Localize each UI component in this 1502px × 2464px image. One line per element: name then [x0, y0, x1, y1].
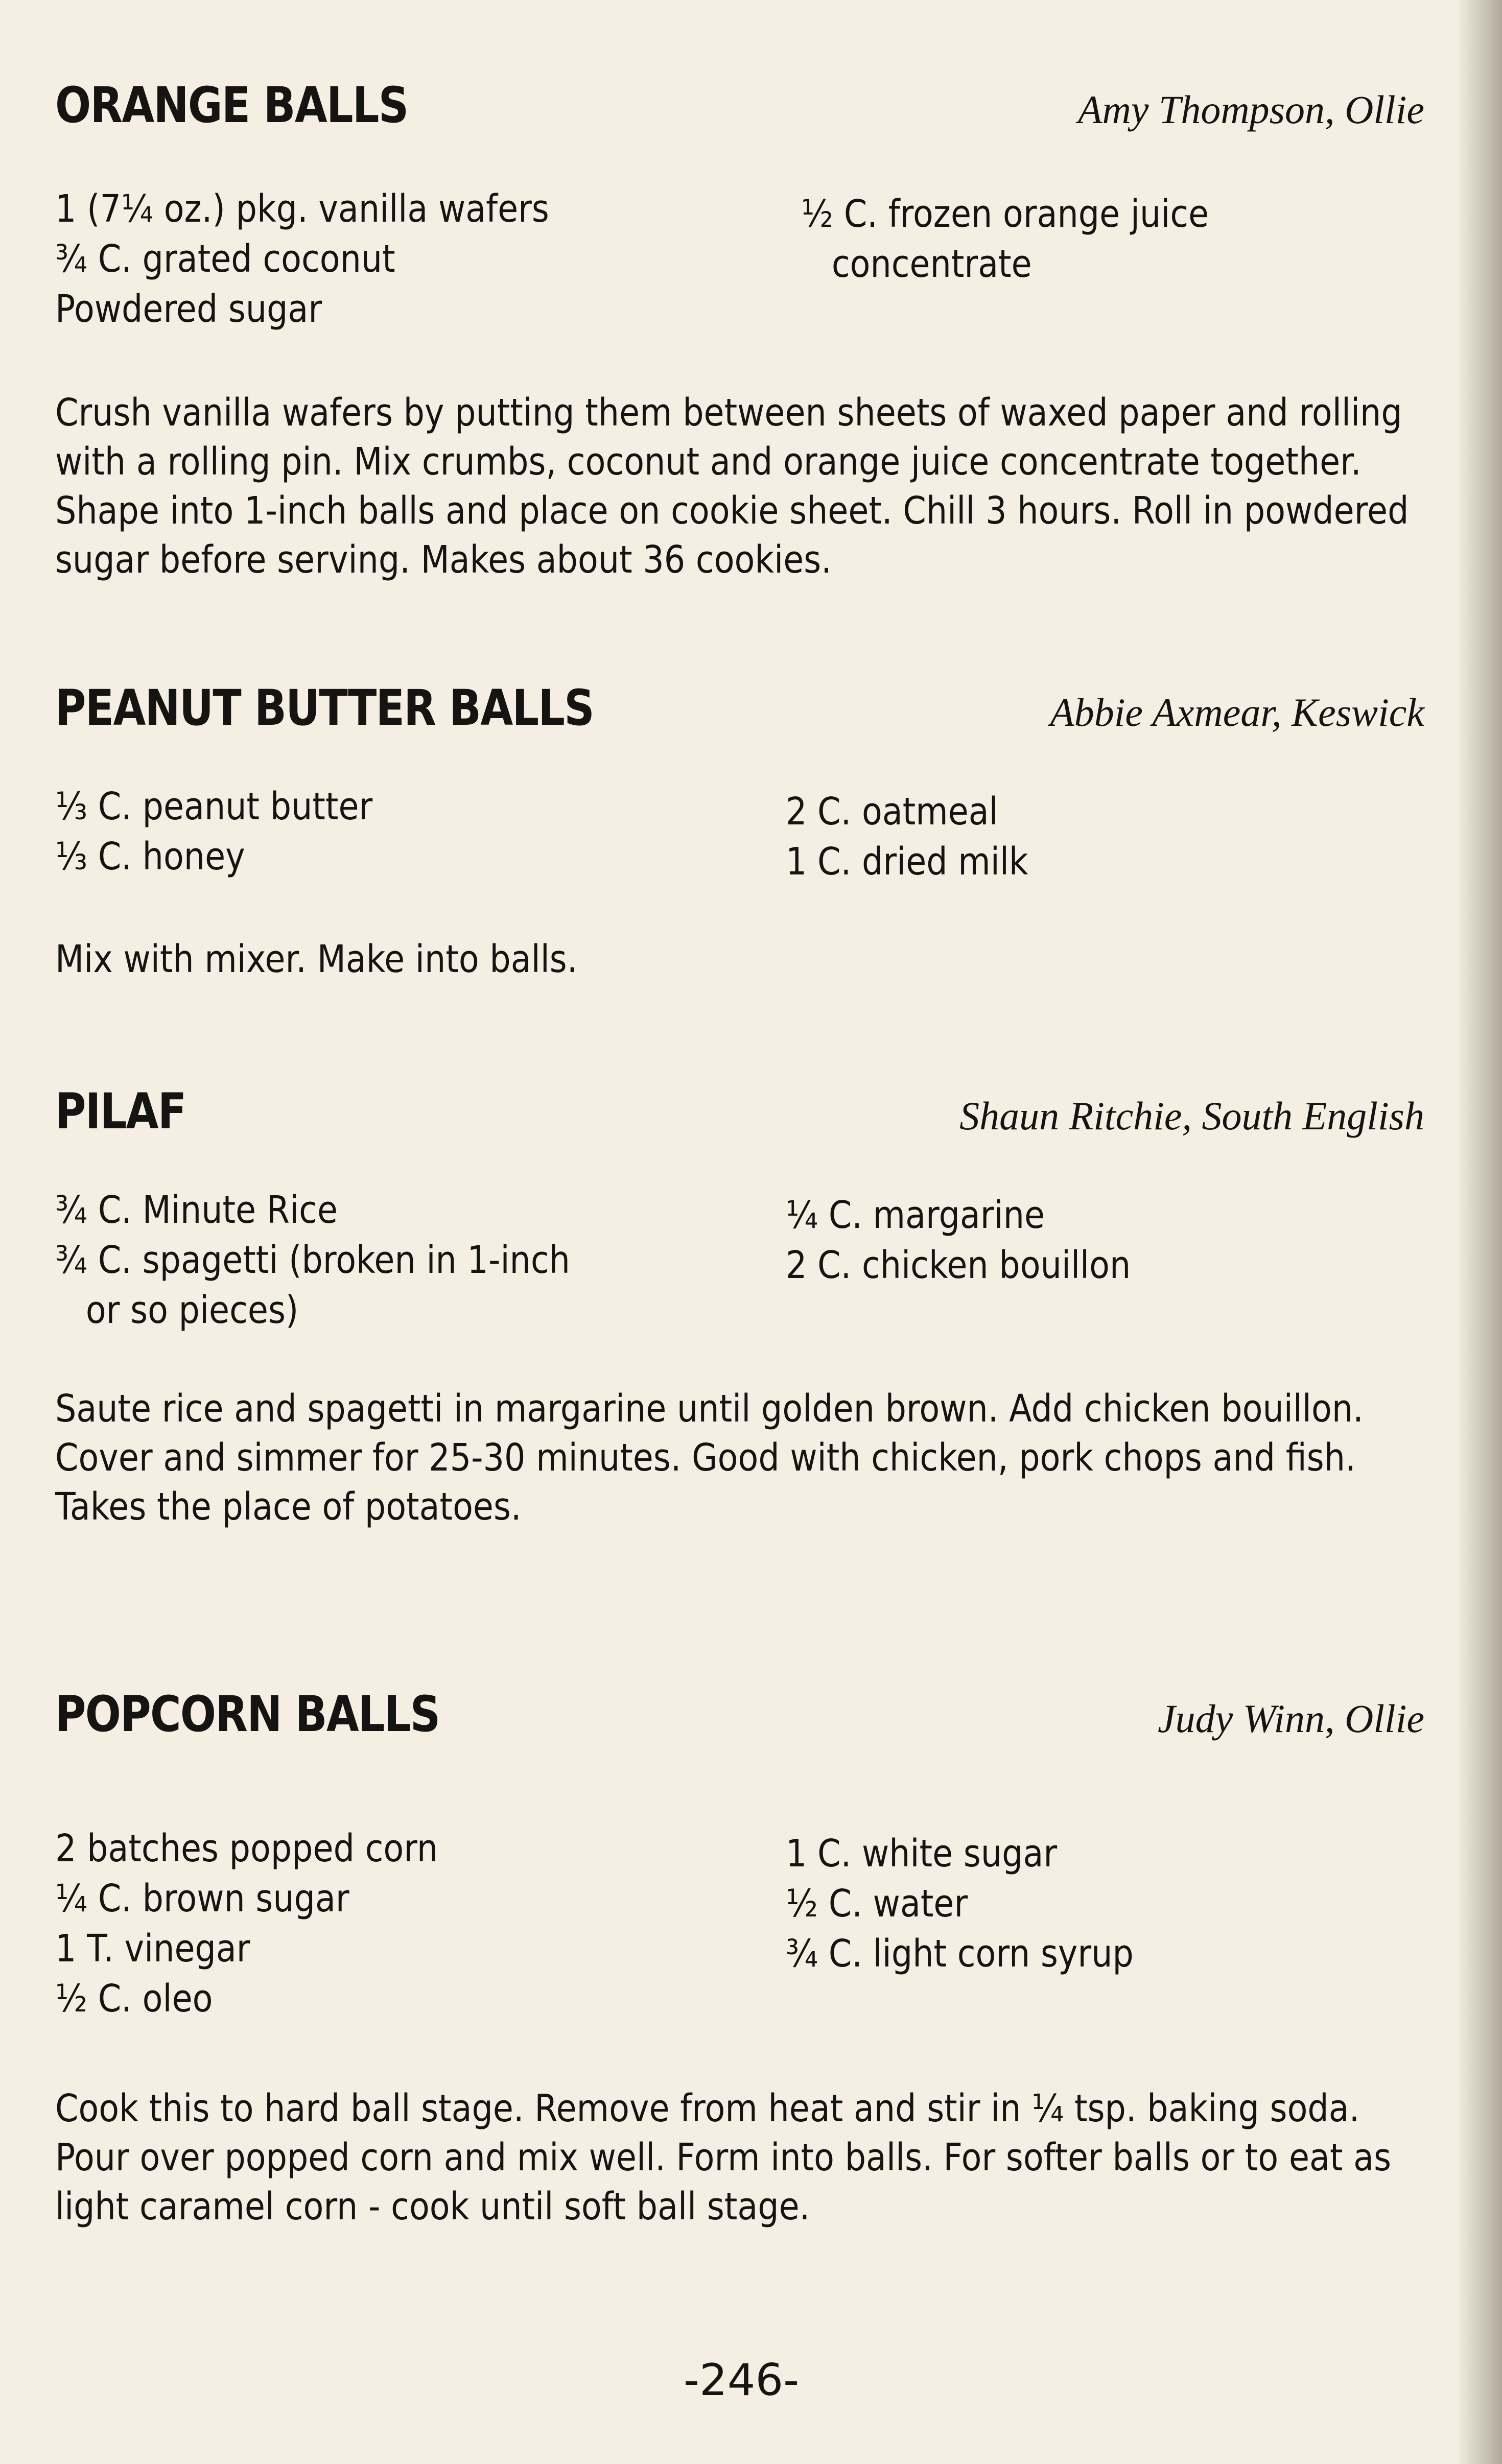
ingredient: concentrate — [831, 242, 1032, 286]
ingredient: ½ C. oleo — [55, 1977, 213, 2021]
ingredient: ¾ C. light corn syrup — [786, 1932, 1134, 1976]
recipe-author: Amy Thompson, Ollie — [1077, 87, 1424, 132]
recipe-directions: Crush vanilla wafers by putting them between sheets of waxed paper and rolling with a rolling pin. Mix crumbs, coconut and orange juice concentrate together. Shape into 1-inch balls and place on cookie sheet. Chill 3 hours. Roll in powdered sugar before serving. Makes about 36 cookies. — [55, 391, 1409, 582]
ingredient: 1 (7¼ oz.) pkg. vanilla wafers — [55, 187, 549, 231]
ingredient: ¼ C. brown sugar — [55, 1877, 349, 1921]
ingredients-left — [55, 781, 372, 882]
ingredients-left — [55, 1185, 570, 1335]
ingredient: 2 batches popped corn — [55, 1827, 438, 1870]
recipe-author: Shaun Ritchie, South English — [959, 1094, 1424, 1138]
page-edge-shadow — [1456, 0, 1502, 2464]
ingredients-right — [786, 1829, 1134, 1979]
cookbook-page — [55, 77, 1424, 2406]
recipe-author: Abbie Axmear, Keswick — [1050, 690, 1424, 735]
ingredients-right — [786, 787, 1028, 887]
recipe-directions: Cook this to hard ball stage. Remove from heat and stir in ¼ tsp. baking soda. Pour over popped corn and mix well. Form into balls. For softer balls or to eat as light caramel corn - cook until soft ball stage. — [55, 2087, 1392, 2229]
ingredient: ⅓ C. peanut butter — [55, 785, 373, 828]
ingredient: or so pieces) — [85, 1288, 299, 1332]
recipe-title: POPCORN BALLS — [55, 1686, 440, 1743]
ingredient: ¾ C. grated coconut — [55, 237, 395, 281]
recipe-title: ORANGE BALLS — [55, 77, 408, 134]
ingredient: 1 C. white sugar — [786, 1832, 1058, 1876]
ingredients-right — [786, 1190, 1131, 1290]
ingredient: ¾ C. spagetti (broken in 1-inch — [55, 1238, 570, 1282]
ingredients-left — [55, 184, 549, 334]
recipe-author: Judy Winn, Ollie — [1157, 1696, 1424, 1741]
ingredient: Powdered sugar — [55, 287, 322, 331]
ingredient: ⅓ C. honey — [55, 835, 245, 879]
ingredients-right — [801, 189, 1209, 289]
ingredient: ¼ C. margarine — [786, 1193, 1045, 1237]
ingredient: ¾ C. Minute Rice — [55, 1188, 338, 1232]
ingredient: 2 C. chicken bouillon — [786, 1243, 1131, 1287]
recipe-directions: Saute rice and spagetti in margarine until golden brown. Add chicken bouillon. Cover and simmer for 25-30 minutes. Good with chicken, pork chops and fish. Takes the place of potatoes. — [55, 1387, 1364, 1529]
ingredient: 1 C. dried milk — [786, 840, 1028, 884]
ingredient: 1 T. vinegar — [55, 1927, 250, 1971]
ingredient: ½ C. water — [786, 1882, 968, 1926]
recipe-directions: Mix with mixer. Make into balls. — [55, 937, 578, 981]
recipe-title: PEANUT BUTTER BALLS — [55, 679, 594, 737]
recipe-title: PILAF — [55, 1083, 186, 1140]
page-number: -246- — [684, 2355, 800, 2406]
ingredient: 2 C. oatmeal — [786, 790, 998, 834]
ingredients-left — [55, 1823, 438, 2024]
ingredient: ½ C. frozen orange juice — [801, 192, 1209, 236]
